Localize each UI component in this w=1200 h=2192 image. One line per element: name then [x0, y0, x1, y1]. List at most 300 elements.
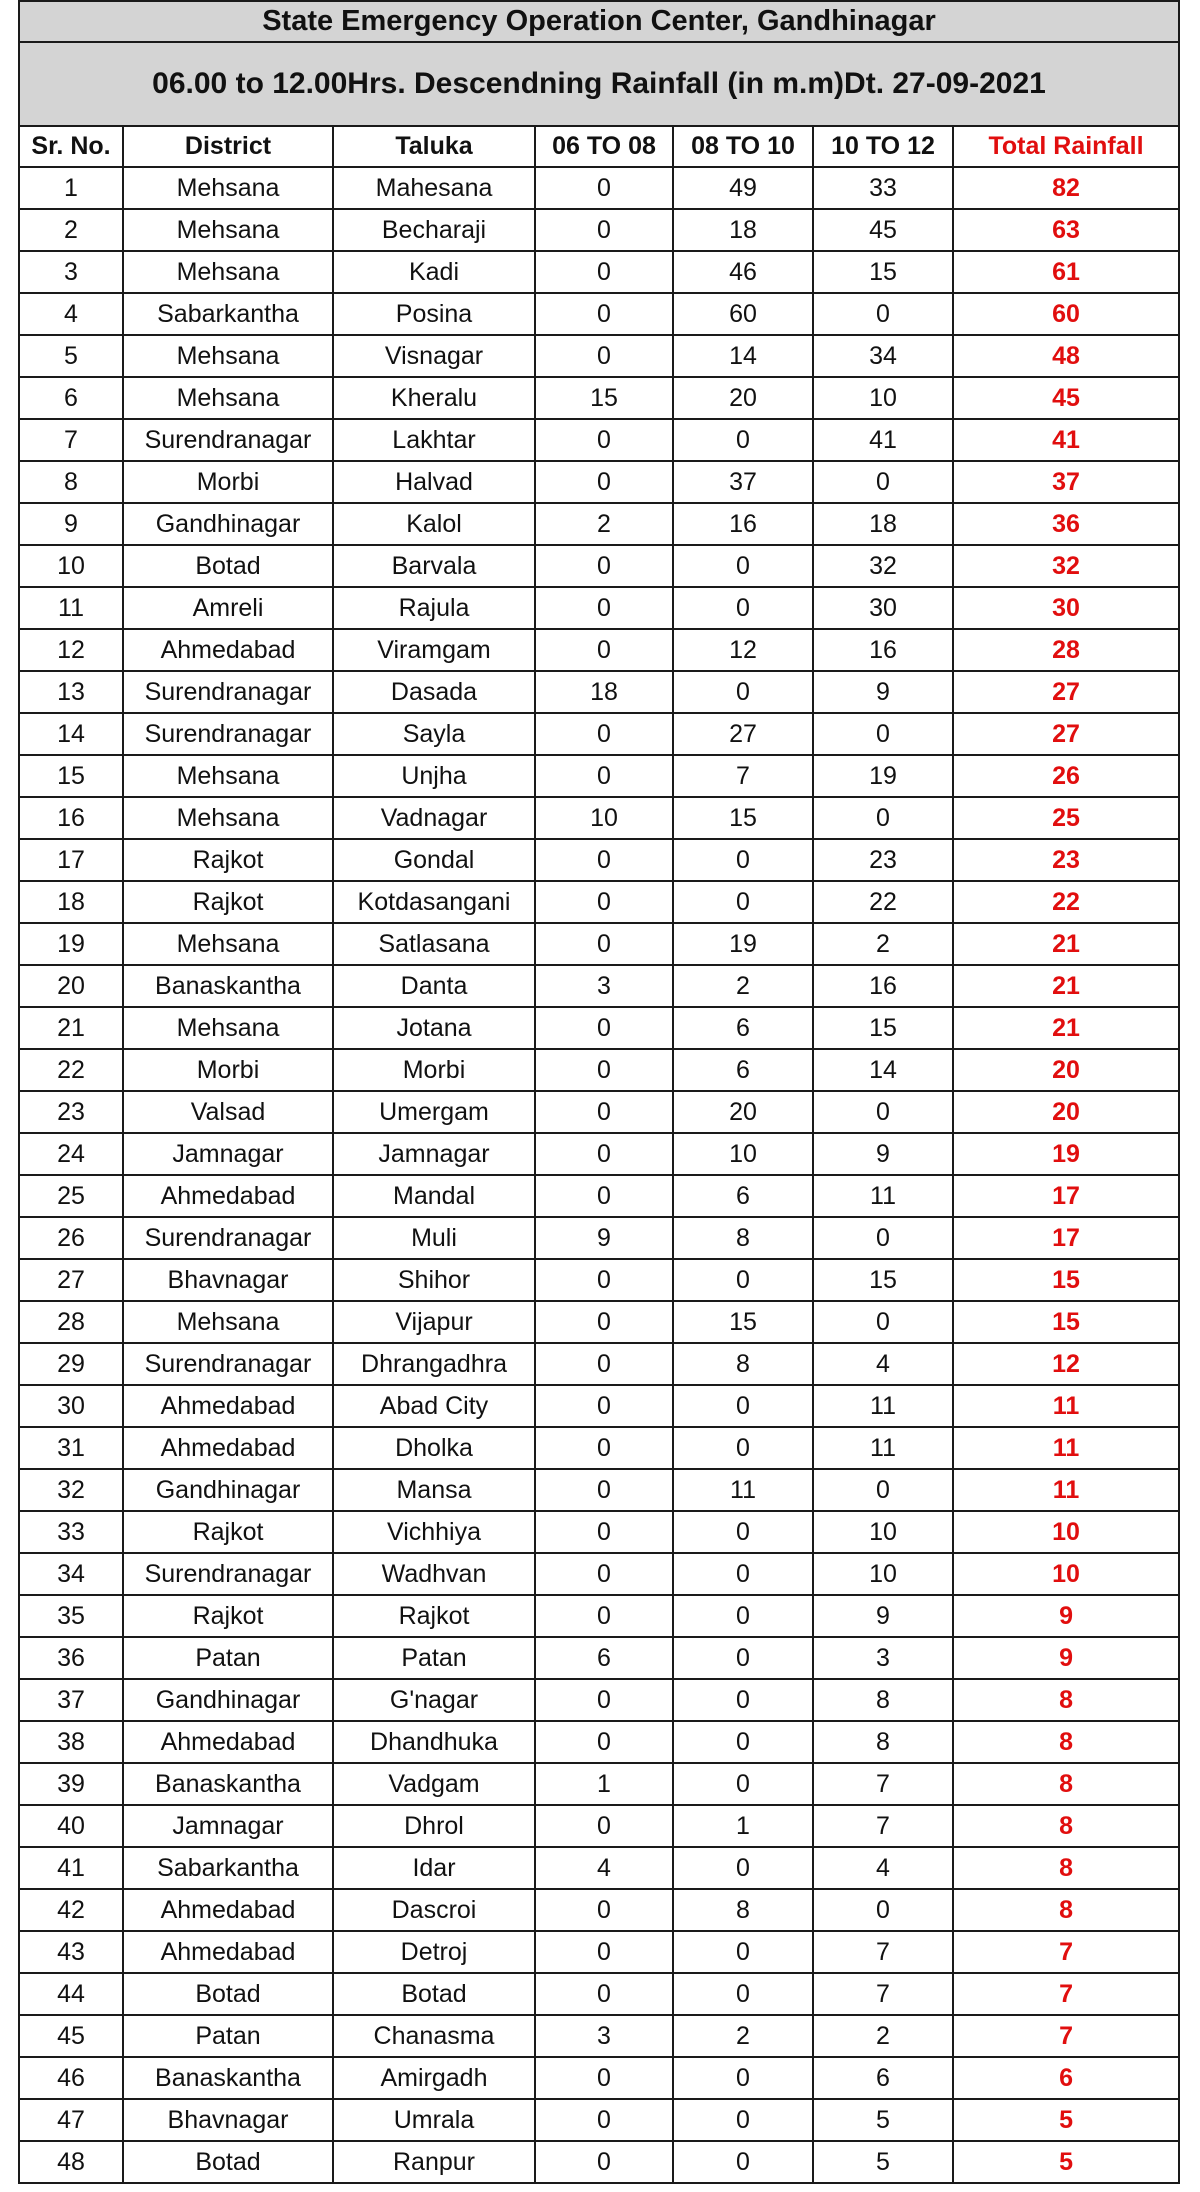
rain-06-08-cell: 0: [535, 1301, 673, 1343]
rainfall-report-sheet: [18, 0, 1178, 2184]
district-cell: Mehsana: [123, 335, 333, 377]
total-rainfall-cell: 19: [953, 1133, 1179, 1175]
table-body: [19, 167, 1179, 2183]
district-cell: Banaskantha: [123, 2057, 333, 2099]
district-cell: Gandhinagar: [123, 1469, 333, 1511]
rain-06-08-cell: 3: [535, 2015, 673, 2057]
taluka-cell: Kheralu: [333, 377, 535, 419]
taluka-cell: Barvala: [333, 545, 535, 587]
sr-no-cell: 41: [19, 1847, 123, 1889]
taluka-cell: Umrala: [333, 2099, 535, 2141]
rain-08-10-cell: 0: [673, 671, 813, 713]
total-rainfall-cell: 63: [953, 209, 1179, 251]
total-rainfall-cell: 61: [953, 251, 1179, 293]
total-rainfall-cell: 7: [953, 2015, 1179, 2057]
total-rainfall-cell: 15: [953, 1301, 1179, 1343]
rain-06-08-cell: 0: [535, 1889, 673, 1931]
table-row: [19, 251, 1179, 293]
table-row: [19, 1469, 1179, 1511]
total-rainfall-cell: 7: [953, 1931, 1179, 1973]
rain-06-08-cell: 0: [535, 461, 673, 503]
total-rainfall-cell: 41: [953, 419, 1179, 461]
rain-06-08-cell: 0: [535, 1931, 673, 1973]
district-cell: Morbi: [123, 461, 333, 503]
table-row: [19, 545, 1179, 587]
rain-10-12-cell: 7: [813, 1763, 953, 1805]
district-cell: Surendranagar: [123, 1553, 333, 1595]
total-rainfall-cell: 10: [953, 1511, 1179, 1553]
taluka-cell: Posina: [333, 293, 535, 335]
total-rainfall-cell: 20: [953, 1091, 1179, 1133]
sr-no-cell: 22: [19, 1049, 123, 1091]
rain-06-08-cell: 0: [535, 335, 673, 377]
rain-06-08-cell: 0: [535, 1553, 673, 1595]
rain-08-10-cell: 60: [673, 293, 813, 335]
table-row: [19, 1931, 1179, 1973]
rain-06-08-cell: 0: [535, 1595, 673, 1637]
rain-10-12-cell: 4: [813, 1343, 953, 1385]
rain-06-08-cell: 0: [535, 881, 673, 923]
taluka-cell: Botad: [333, 1973, 535, 2015]
total-rainfall-cell: 8: [953, 1847, 1179, 1889]
column-header-row: [19, 126, 1179, 167]
rain-08-10-cell: 6: [673, 1007, 813, 1049]
rain-06-08-cell: 0: [535, 2099, 673, 2141]
district-cell: Ahmedabad: [123, 1427, 333, 1469]
rain-10-12-cell: 0: [813, 293, 953, 335]
rain-06-08-cell: 1: [535, 1763, 673, 1805]
rain-08-10-cell: 14: [673, 335, 813, 377]
rain-06-08-cell: 0: [535, 587, 673, 629]
rain-10-12-cell: 7: [813, 1931, 953, 1973]
rain-06-08-cell: 0: [535, 1343, 673, 1385]
sr-no-cell: 24: [19, 1133, 123, 1175]
rain-06-08-cell: 10: [535, 797, 673, 839]
rain-08-10-cell: 0: [673, 2057, 813, 2099]
sr-no-cell: 34: [19, 1553, 123, 1595]
rain-06-08-cell: 0: [535, 1007, 673, 1049]
sr-no-cell: 17: [19, 839, 123, 881]
rain-06-08-cell: 2: [535, 503, 673, 545]
rain-06-08-cell: 0: [535, 2141, 673, 2183]
rain-10-12-cell: 15: [813, 251, 953, 293]
district-cell: Mehsana: [123, 377, 333, 419]
taluka-cell: Jotana: [333, 1007, 535, 1049]
district-cell: Gandhinagar: [123, 503, 333, 545]
rain-10-12-cell: 15: [813, 1007, 953, 1049]
taluka-cell: Lakhtar: [333, 419, 535, 461]
table-row: [19, 671, 1179, 713]
sr-no-cell: 40: [19, 1805, 123, 1847]
rain-10-12-cell: 11: [813, 1175, 953, 1217]
district-cell: Sabarkantha: [123, 293, 333, 335]
column-header-10-to-12: 10 TO 12: [813, 126, 953, 167]
rain-10-12-cell: 0: [813, 1217, 953, 1259]
taluka-cell: Satlasana: [333, 923, 535, 965]
rain-08-10-cell: 0: [673, 1595, 813, 1637]
taluka-cell: Vijapur: [333, 1301, 535, 1343]
total-rainfall-cell: 25: [953, 797, 1179, 839]
sr-no-cell: 3: [19, 251, 123, 293]
table-row: [19, 1427, 1179, 1469]
sr-no-cell: 30: [19, 1385, 123, 1427]
taluka-cell: Rajula: [333, 587, 535, 629]
rain-06-08-cell: 0: [535, 839, 673, 881]
total-rainfall-cell: 36: [953, 503, 1179, 545]
column-header-taluka: Taluka: [333, 126, 535, 167]
rain-08-10-cell: 18: [673, 209, 813, 251]
total-rainfall-cell: 9: [953, 1637, 1179, 1679]
district-cell: Ahmedabad: [123, 1931, 333, 1973]
rain-10-12-cell: 45: [813, 209, 953, 251]
rain-06-08-cell: 0: [535, 1133, 673, 1175]
total-rainfall-cell: 23: [953, 839, 1179, 881]
taluka-cell: Visnagar: [333, 335, 535, 377]
total-rainfall-cell: 11: [953, 1427, 1179, 1469]
taluka-cell: Mansa: [333, 1469, 535, 1511]
total-rainfall-cell: 8: [953, 1889, 1179, 1931]
district-cell: Rajkot: [123, 1511, 333, 1553]
rain-08-10-cell: 1: [673, 1805, 813, 1847]
rain-10-12-cell: 4: [813, 1847, 953, 1889]
rain-06-08-cell: 15: [535, 377, 673, 419]
district-cell: Jamnagar: [123, 1805, 333, 1847]
rain-06-08-cell: 18: [535, 671, 673, 713]
sr-no-cell: 16: [19, 797, 123, 839]
table-row: [19, 419, 1179, 461]
taluka-cell: Vichhiya: [333, 1511, 535, 1553]
district-cell: Rajkot: [123, 1595, 333, 1637]
total-rainfall-cell: 15: [953, 1259, 1179, 1301]
rain-08-10-cell: 2: [673, 965, 813, 1007]
rain-08-10-cell: 0: [673, 1259, 813, 1301]
table-row: [19, 1805, 1179, 1847]
rain-06-08-cell: 0: [535, 251, 673, 293]
rain-10-12-cell: 0: [813, 797, 953, 839]
column-header-district: District: [123, 126, 333, 167]
rain-08-10-cell: 20: [673, 1091, 813, 1133]
sr-no-cell: 26: [19, 1217, 123, 1259]
sr-no-cell: 38: [19, 1721, 123, 1763]
rain-06-08-cell: 0: [535, 1721, 673, 1763]
sr-no-cell: 35: [19, 1595, 123, 1637]
table-row: [19, 1049, 1179, 1091]
sr-no-cell: 13: [19, 671, 123, 713]
district-cell: Mehsana: [123, 1007, 333, 1049]
rain-06-08-cell: 0: [535, 629, 673, 671]
rain-06-08-cell: 0: [535, 1679, 673, 1721]
column-header-total-rainfall: Total Rainfall: [953, 126, 1179, 167]
district-cell: Rajkot: [123, 839, 333, 881]
rain-10-12-cell: 2: [813, 2015, 953, 2057]
district-cell: Morbi: [123, 1049, 333, 1091]
district-cell: Surendranagar: [123, 671, 333, 713]
taluka-cell: Mahesana: [333, 167, 535, 209]
table-row: [19, 2057, 1179, 2099]
title-row: [19, 1, 1179, 42]
rain-08-10-cell: 15: [673, 1301, 813, 1343]
sr-no-cell: 43: [19, 1931, 123, 1973]
sr-no-cell: 28: [19, 1301, 123, 1343]
column-header-08-to-10: 08 TO 10: [673, 126, 813, 167]
district-cell: Mehsana: [123, 209, 333, 251]
rain-10-12-cell: 32: [813, 545, 953, 587]
district-cell: Amreli: [123, 587, 333, 629]
district-cell: Surendranagar: [123, 419, 333, 461]
taluka-cell: Dhrol: [333, 1805, 535, 1847]
sr-no-cell: 20: [19, 965, 123, 1007]
table-row: [19, 881, 1179, 923]
sr-no-cell: 47: [19, 2099, 123, 2141]
rain-08-10-cell: 0: [673, 419, 813, 461]
rain-08-10-cell: 0: [673, 1721, 813, 1763]
total-rainfall-cell: 27: [953, 671, 1179, 713]
district-cell: Mehsana: [123, 923, 333, 965]
rain-08-10-cell: 0: [673, 1847, 813, 1889]
district-cell: Surendranagar: [123, 1217, 333, 1259]
total-rainfall-cell: 8: [953, 1679, 1179, 1721]
rain-08-10-cell: 19: [673, 923, 813, 965]
table-row: [19, 1091, 1179, 1133]
total-rainfall-cell: 17: [953, 1217, 1179, 1259]
table-row: [19, 839, 1179, 881]
taluka-cell: Umergam: [333, 1091, 535, 1133]
sr-no-cell: 27: [19, 1259, 123, 1301]
rain-08-10-cell: 8: [673, 1343, 813, 1385]
rain-10-12-cell: 16: [813, 965, 953, 1007]
table-row: [19, 1007, 1179, 1049]
table-row: [19, 1385, 1179, 1427]
total-rainfall-cell: 5: [953, 2099, 1179, 2141]
rain-06-08-cell: 0: [535, 1973, 673, 2015]
rain-10-12-cell: 19: [813, 755, 953, 797]
taluka-cell: Vadnagar: [333, 797, 535, 839]
table-row: [19, 1511, 1179, 1553]
rain-06-08-cell: 0: [535, 713, 673, 755]
taluka-cell: Rajkot: [333, 1595, 535, 1637]
taluka-cell: Muli: [333, 1217, 535, 1259]
taluka-cell: Ranpur: [333, 2141, 535, 2183]
rain-06-08-cell: 0: [535, 419, 673, 461]
district-cell: Rajkot: [123, 881, 333, 923]
sr-no-cell: 39: [19, 1763, 123, 1805]
taluka-cell: Morbi: [333, 1049, 535, 1091]
district-cell: Bhavnagar: [123, 1259, 333, 1301]
table-row: [19, 1679, 1179, 1721]
rain-06-08-cell: 0: [535, 755, 673, 797]
rain-08-10-cell: 27: [673, 713, 813, 755]
table-row: [19, 167, 1179, 209]
rain-06-08-cell: 4: [535, 1847, 673, 1889]
total-rainfall-cell: 28: [953, 629, 1179, 671]
report-subtitle: 06.00 to 12.00Hrs. Descendning Rainfall (in m.m)Dt. 27-09-2021: [19, 42, 1179, 126]
taluka-cell: Wadhvan: [333, 1553, 535, 1595]
total-rainfall-cell: 60: [953, 293, 1179, 335]
rain-06-08-cell: 9: [535, 1217, 673, 1259]
rain-08-10-cell: 10: [673, 1133, 813, 1175]
taluka-cell: Abad City: [333, 1385, 535, 1427]
taluka-cell: Becharaji: [333, 209, 535, 251]
rain-10-12-cell: 14: [813, 1049, 953, 1091]
district-cell: Ahmedabad: [123, 1889, 333, 1931]
district-cell: Gandhinagar: [123, 1679, 333, 1721]
sr-no-cell: 7: [19, 419, 123, 461]
district-cell: Jamnagar: [123, 1133, 333, 1175]
total-rainfall-cell: 17: [953, 1175, 1179, 1217]
table-row: [19, 1889, 1179, 1931]
rain-10-12-cell: 5: [813, 2099, 953, 2141]
rain-10-12-cell: 9: [813, 1133, 953, 1175]
district-cell: Surendranagar: [123, 713, 333, 755]
sr-no-cell: 46: [19, 2057, 123, 2099]
rain-08-10-cell: 0: [673, 1973, 813, 2015]
subtitle-row: [19, 42, 1179, 126]
taluka-cell: Viramgam: [333, 629, 535, 671]
table-row: [19, 713, 1179, 755]
rain-10-12-cell: 6: [813, 2057, 953, 2099]
sr-no-cell: 21: [19, 1007, 123, 1049]
district-cell: Sabarkantha: [123, 1847, 333, 1889]
rain-08-10-cell: 11: [673, 1469, 813, 1511]
rain-06-08-cell: 3: [535, 965, 673, 1007]
column-header-06-to-08: 06 TO 08: [535, 126, 673, 167]
rain-10-12-cell: 0: [813, 1469, 953, 1511]
rain-10-12-cell: 8: [813, 1679, 953, 1721]
total-rainfall-cell: 10: [953, 1553, 1179, 1595]
sr-no-cell: 18: [19, 881, 123, 923]
taluka-cell: Vadgam: [333, 1763, 535, 1805]
rain-08-10-cell: 0: [673, 1931, 813, 1973]
district-cell: Mehsana: [123, 251, 333, 293]
taluka-cell: Kotdasangani: [333, 881, 535, 923]
total-rainfall-cell: 21: [953, 965, 1179, 1007]
sr-no-cell: 48: [19, 2141, 123, 2183]
total-rainfall-cell: 82: [953, 167, 1179, 209]
table-row: [19, 1133, 1179, 1175]
rain-08-10-cell: 0: [673, 2099, 813, 2141]
table-row: [19, 1637, 1179, 1679]
taluka-cell: Dasada: [333, 671, 535, 713]
sr-no-cell: 6: [19, 377, 123, 419]
rain-08-10-cell: 8: [673, 1889, 813, 1931]
sr-no-cell: 5: [19, 335, 123, 377]
rain-10-12-cell: 18: [813, 503, 953, 545]
sr-no-cell: 4: [19, 293, 123, 335]
taluka-cell: Sayla: [333, 713, 535, 755]
rain-10-12-cell: 10: [813, 1511, 953, 1553]
rain-10-12-cell: 30: [813, 587, 953, 629]
rain-08-10-cell: 46: [673, 251, 813, 293]
rain-08-10-cell: 0: [673, 1385, 813, 1427]
sr-no-cell: 1: [19, 167, 123, 209]
sr-no-cell: 42: [19, 1889, 123, 1931]
table-row: [19, 797, 1179, 839]
sr-no-cell: 45: [19, 2015, 123, 2057]
rain-10-12-cell: 15: [813, 1259, 953, 1301]
sr-no-cell: 23: [19, 1091, 123, 1133]
table-row: [19, 377, 1179, 419]
total-rainfall-cell: 5: [953, 2141, 1179, 2183]
sr-no-cell: 8: [19, 461, 123, 503]
table-row: [19, 755, 1179, 797]
table-row: [19, 293, 1179, 335]
rain-10-12-cell: 0: [813, 1889, 953, 1931]
table-row: [19, 629, 1179, 671]
total-rainfall-cell: 20: [953, 1049, 1179, 1091]
sr-no-cell: 2: [19, 209, 123, 251]
district-cell: Mehsana: [123, 797, 333, 839]
total-rainfall-cell: 11: [953, 1385, 1179, 1427]
rain-06-08-cell: 0: [535, 293, 673, 335]
sr-no-cell: 37: [19, 1679, 123, 1721]
sr-no-cell: 36: [19, 1637, 123, 1679]
total-rainfall-cell: 8: [953, 1805, 1179, 1847]
rain-10-12-cell: 9: [813, 1595, 953, 1637]
district-cell: Botad: [123, 1973, 333, 2015]
rain-08-10-cell: 0: [673, 545, 813, 587]
rain-10-12-cell: 5: [813, 2141, 953, 2183]
sr-no-cell: 33: [19, 1511, 123, 1553]
district-cell: Valsad: [123, 1091, 333, 1133]
rain-08-10-cell: 0: [673, 2141, 813, 2183]
total-rainfall-cell: 8: [953, 1763, 1179, 1805]
table-row: [19, 923, 1179, 965]
district-cell: Mehsana: [123, 1301, 333, 1343]
sr-no-cell: 44: [19, 1973, 123, 2015]
rain-10-12-cell: 2: [813, 923, 953, 965]
taluka-cell: Danta: [333, 965, 535, 1007]
rain-08-10-cell: 37: [673, 461, 813, 503]
table-row: [19, 335, 1179, 377]
table-row: [19, 1847, 1179, 1889]
sr-no-cell: 32: [19, 1469, 123, 1511]
taluka-cell: Patan: [333, 1637, 535, 1679]
rain-06-08-cell: 0: [535, 545, 673, 587]
table-row: [19, 2141, 1179, 2183]
total-rainfall-cell: 45: [953, 377, 1179, 419]
district-cell: Mehsana: [123, 755, 333, 797]
sr-no-cell: 19: [19, 923, 123, 965]
taluka-cell: Dascroi: [333, 1889, 535, 1931]
rain-08-10-cell: 0: [673, 1637, 813, 1679]
total-rainfall-cell: 48: [953, 335, 1179, 377]
rain-08-10-cell: 0: [673, 587, 813, 629]
total-rainfall-cell: 27: [953, 713, 1179, 755]
district-cell: Ahmedabad: [123, 1721, 333, 1763]
district-cell: Botad: [123, 545, 333, 587]
table-row: [19, 1595, 1179, 1637]
district-cell: Patan: [123, 2015, 333, 2057]
total-rainfall-cell: 26: [953, 755, 1179, 797]
rain-08-10-cell: 0: [673, 1427, 813, 1469]
table-row: [19, 965, 1179, 1007]
total-rainfall-cell: 21: [953, 1007, 1179, 1049]
rain-08-10-cell: 6: [673, 1049, 813, 1091]
table-row: [19, 1259, 1179, 1301]
table-row: [19, 1217, 1179, 1259]
rain-06-08-cell: 0: [535, 1385, 673, 1427]
rain-10-12-cell: 0: [813, 461, 953, 503]
taluka-cell: Idar: [333, 1847, 535, 1889]
rain-06-08-cell: 0: [535, 167, 673, 209]
total-rainfall-cell: 6: [953, 2057, 1179, 2099]
rain-10-12-cell: 11: [813, 1385, 953, 1427]
table-row: [19, 209, 1179, 251]
sr-no-cell: 9: [19, 503, 123, 545]
table-row: [19, 1973, 1179, 2015]
total-rainfall-cell: 30: [953, 587, 1179, 629]
sr-no-cell: 25: [19, 1175, 123, 1217]
